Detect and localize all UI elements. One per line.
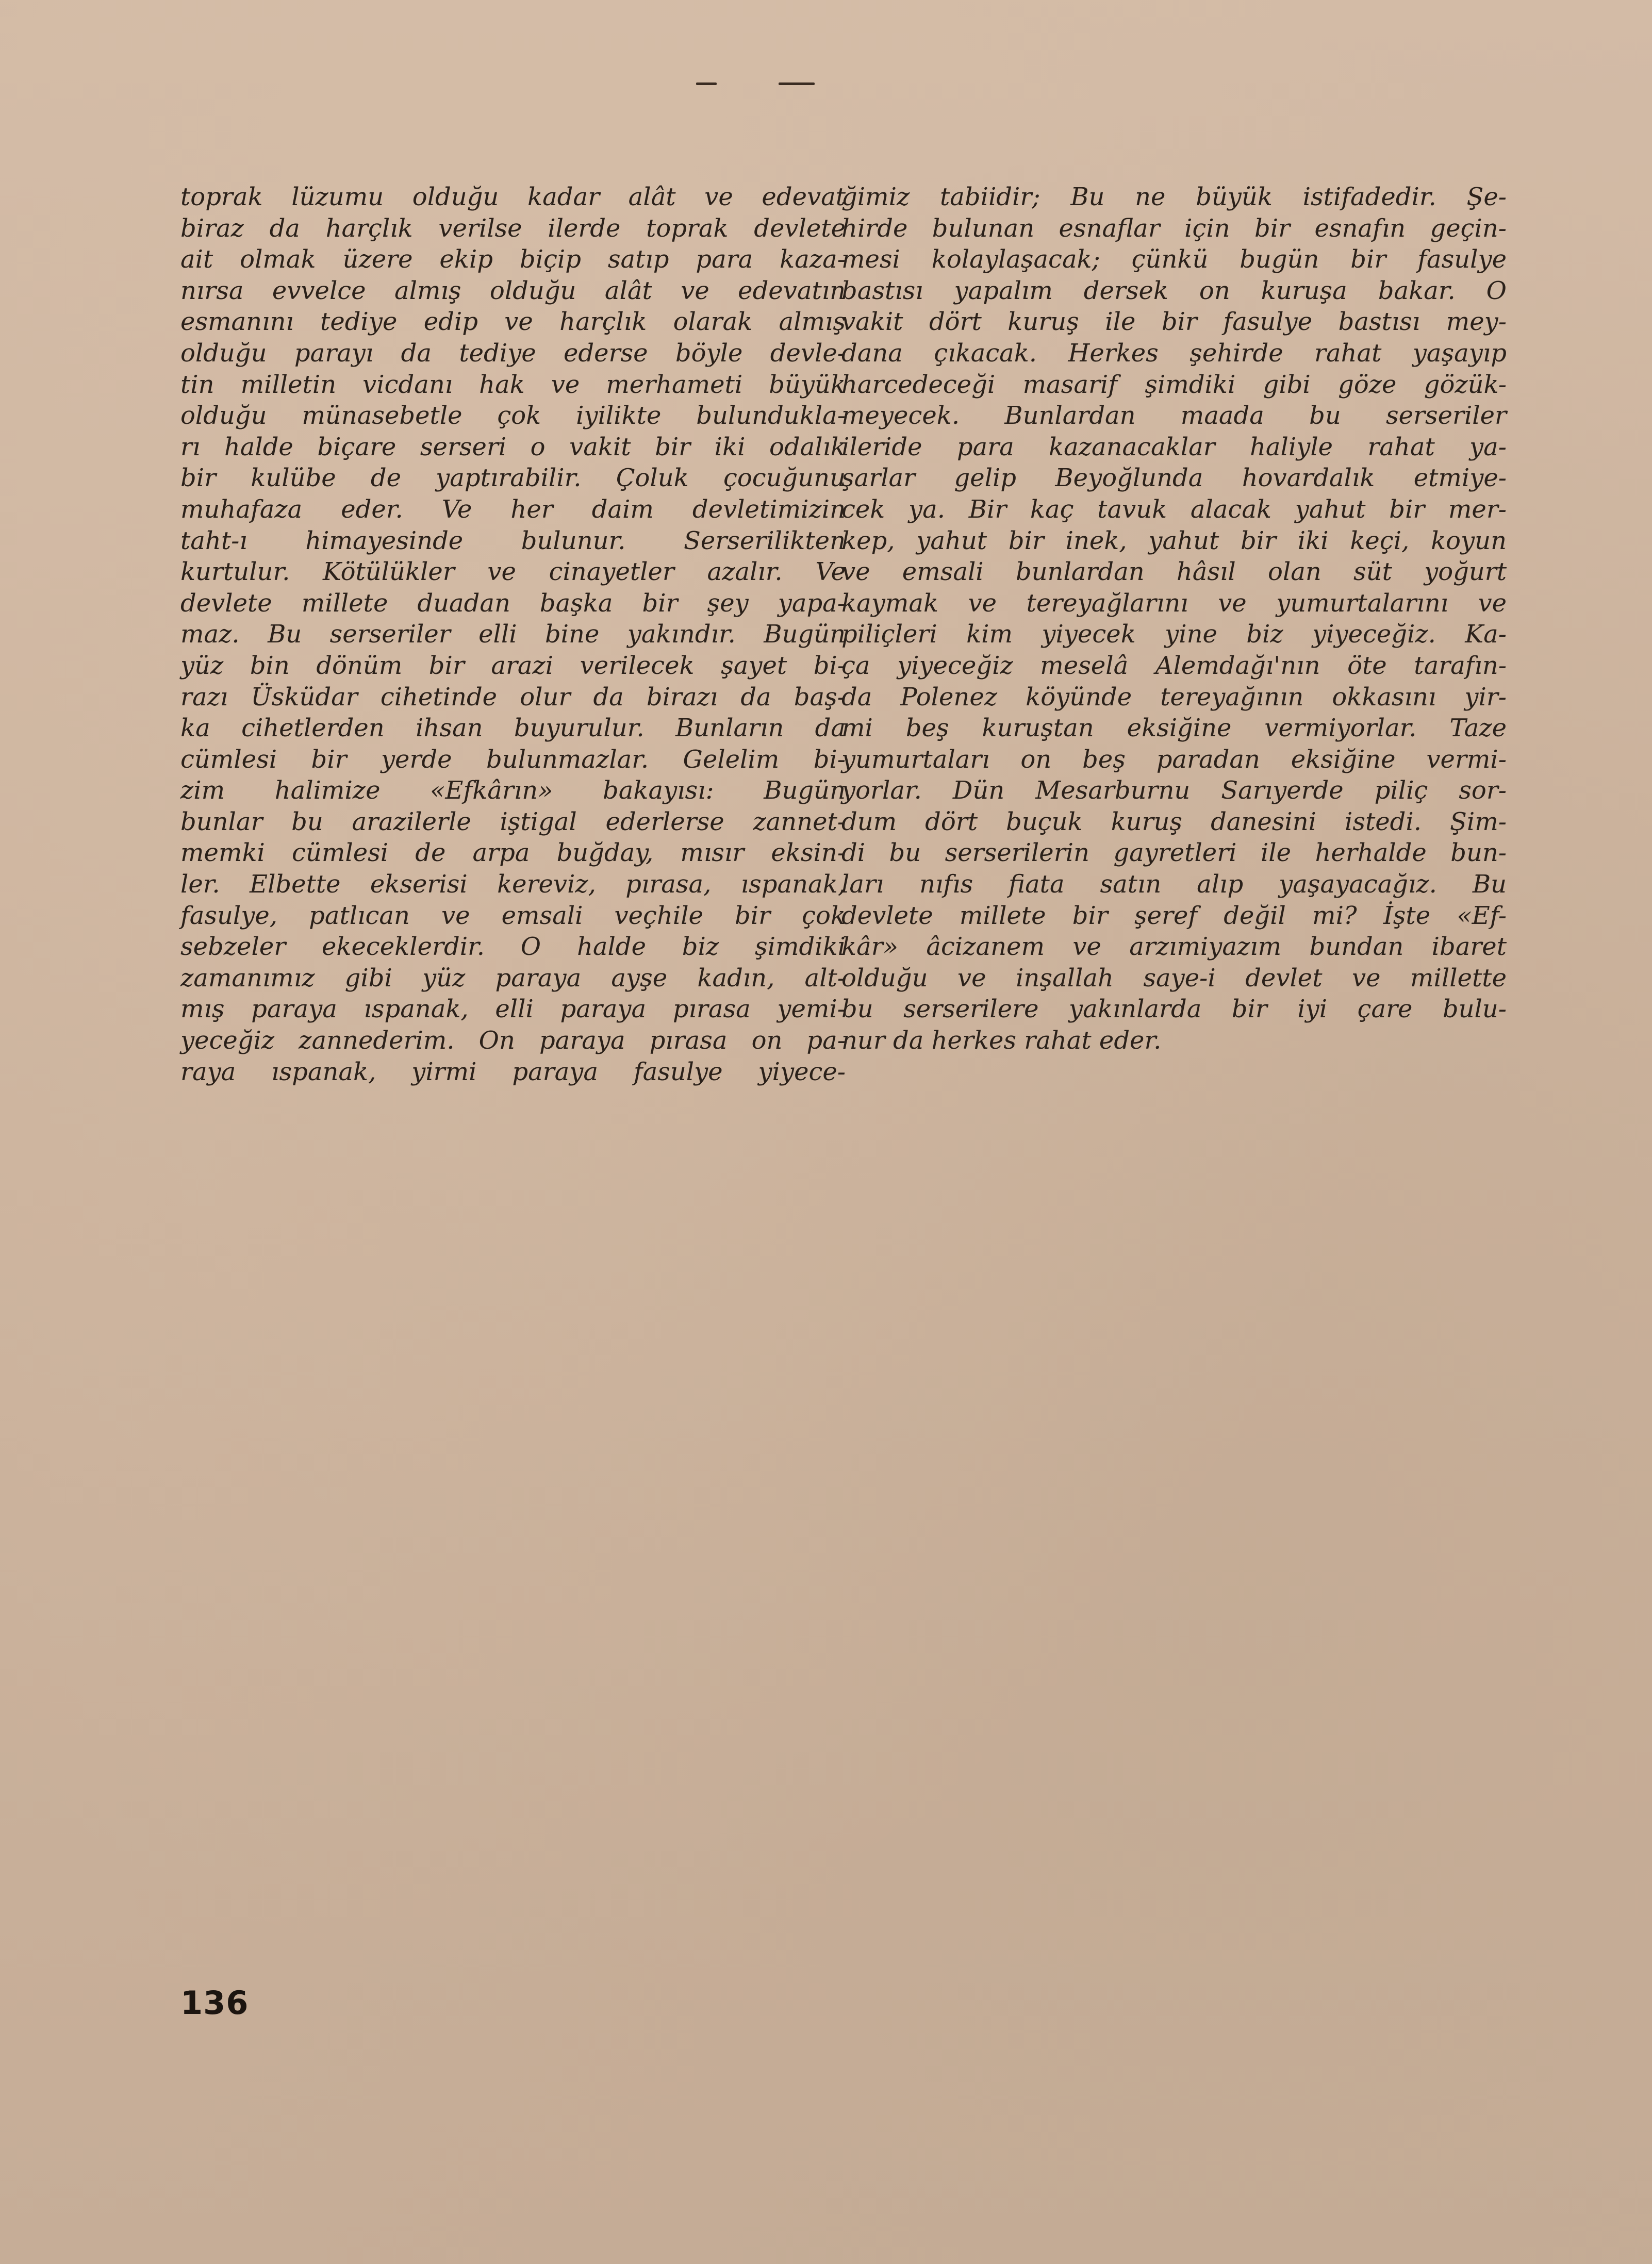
top-dash-mark <box>696 82 717 85</box>
text-line: nur da herkes rahat eder. <box>841 1026 1162 1055</box>
text-line: olduğu parayı da tediye ederse böyle devle- <box>180 338 846 368</box>
text-line: kaymak ve tereyağlarını ve yumurtalarını ve <box>841 588 1507 618</box>
text-line: di bu serserilerin gayretleri ile herhalde bun- <box>841 838 1507 868</box>
text-line: fasulye, patlıcan ve emsali veçhile bir çok <box>180 901 846 930</box>
text-line: ğimiz tabiidir; Bu ne büyük istifadedir. Şe- <box>841 183 1507 211</box>
text-line: taht-ı himayesinde bulunur. Serserilikten <box>180 526 846 555</box>
text-line: rı halde biçare serseri o vakit bir iki odalık <box>180 432 846 461</box>
text-line: bunlar bu arazilerle iştigal ederlerse zannet- <box>180 807 846 836</box>
text-line: dana çıkacak. Herkes şehirde rahat yaşayıp <box>841 338 1507 368</box>
text-line: yumurtaları on beş paradan eksiğine vermi- <box>841 745 1507 774</box>
text-line: devlete millete duadan başka bir şey yapa- <box>180 588 846 618</box>
text-line: razı Üsküdar cihetinde olur da birazı da baş- <box>180 682 846 712</box>
text-line: ka cihetlerden ihsan buyurulur. Bunların da <box>180 714 846 743</box>
text-line: mi beş kuruştan eksiğine vermiyorlar. Taze <box>841 714 1507 743</box>
text-line: kep, yahut bir inek, yahut bir iki keçi, koyun <box>841 526 1507 555</box>
text-line: olduğu münasebetle çok iyilikte bulundukla- <box>180 401 846 431</box>
text-line: cümlesi bir yerde bulunmazlar. Gelelim bi- <box>180 745 846 774</box>
text-line: piliçleri kim yiyecek yine biz yiyeceğiz. Ka- <box>841 620 1507 649</box>
text-line: ça yiyeceğiz meselâ Alemdağı'nın öte tarafın- <box>841 651 1507 680</box>
text-line: bir kulübe de yaptırabilir. Çoluk çocuğunu <box>180 464 846 493</box>
text-line: mış paraya ıspanak, elli paraya pırasa yemi- <box>180 995 846 1024</box>
left-text-column <box>180 181 846 1087</box>
text-line: vakit dört kuruş ile bir fasulye bastısı mey- <box>841 307 1507 337</box>
text-line: dum dört buçuk kuruş danesini istedi. Şim- <box>841 807 1507 836</box>
text-line: memki cümlesi de arpa buğday, mısır eksin- <box>180 838 846 868</box>
text-line: yüz bin dönüm bir arazi verilecek şayet bi- <box>180 651 846 680</box>
text-line: esmanını tediye edip ve harçlık olarak almış <box>180 307 846 337</box>
text-line: nırsa evvelce almış olduğu alât ve edevatın <box>180 276 846 305</box>
text-line: devlete millete bir şeref değil mi? İşte «Ef- <box>841 901 1507 930</box>
text-line: yorlar. Dün Mesarburnu Sarıyerde piliç sor- <box>841 776 1507 805</box>
text-line: cek ya. Bir kaç tavuk alacak yahut bir mer- <box>841 494 1507 524</box>
text-line: kurtulur. Kötülükler ve cinayetler azalır. Ve <box>180 557 846 587</box>
top-dash-mark <box>779 82 815 85</box>
text-line: şarlar gelip Beyoğlunda hovardalık etmiye- <box>841 464 1507 493</box>
text-line: muhafaza eder. Ve her daim devletimizin <box>180 494 846 524</box>
text-line: zamanımız gibi yüz paraya ayşe kadın, alt- <box>180 963 846 993</box>
text-line: biraz da harçlık verilse ilerde toprak devlete <box>180 213 846 243</box>
text-line: ler. Elbette ekserisi kereviz, pırasa, ıspanak, <box>180 870 846 899</box>
text-line: ait olmak üzere ekip biçip satıp para kaza- <box>180 245 846 274</box>
text-line: kâr» âcizanem ve arzımiyazım bundan ibaret <box>841 932 1507 962</box>
right-text-column <box>841 181 1507 1056</box>
text-line: da Polenez köyünde tereyağının okkasını yir- <box>841 682 1507 712</box>
text-line: mesi kolaylaşacak; çünkü bugün bir fasulye <box>841 245 1507 274</box>
text-line: toprak lüzumu olduğu kadar alât ve edevat <box>180 183 846 211</box>
text-line: maz. Bu serseriler elli bine yakındır. Bugün <box>180 620 846 649</box>
text-line: harcedeceği masarif şimdiki gibi göze gözük- <box>841 370 1507 399</box>
page-number: 136 <box>180 1984 249 2022</box>
text-line: bastısı yapalım dersek on kuruşa bakar. O <box>841 276 1507 305</box>
text-line: bu serserilere yakınlarda bir iyi çare bulu- <box>841 995 1507 1024</box>
text-line: ileride para kazanacaklar haliyle rahat ya- <box>841 432 1507 461</box>
text-line: ve emsali bunlardan hâsıl olan süt yoğurt <box>841 557 1507 587</box>
text-line: ları nıfıs fiata satın alıp yaşayacağız. Bu <box>841 870 1507 899</box>
text-line: tin milletin vicdanı hak ve merhameti büyük <box>180 370 846 399</box>
text-line: raya ıspanak, yirmi paraya fasulye yiyece- <box>180 1057 846 1086</box>
text-line: hirde bulunan esnaflar için bir esnafın geçin- <box>841 213 1507 243</box>
text-line: sebzeler ekeceklerdir. O halde biz şimdiki <box>180 932 846 962</box>
text-line: zim halimize «Efkârın» bakayısı: Bugün <box>180 776 846 805</box>
text-line: olduğu ve inşallah saye-i devlet ve millette <box>841 963 1507 993</box>
text-line: meyecek. Bunlardan maada bu serseriler <box>841 401 1507 431</box>
text-line: yeceğiz zannederim. On paraya pırasa on pa- <box>180 1026 846 1055</box>
